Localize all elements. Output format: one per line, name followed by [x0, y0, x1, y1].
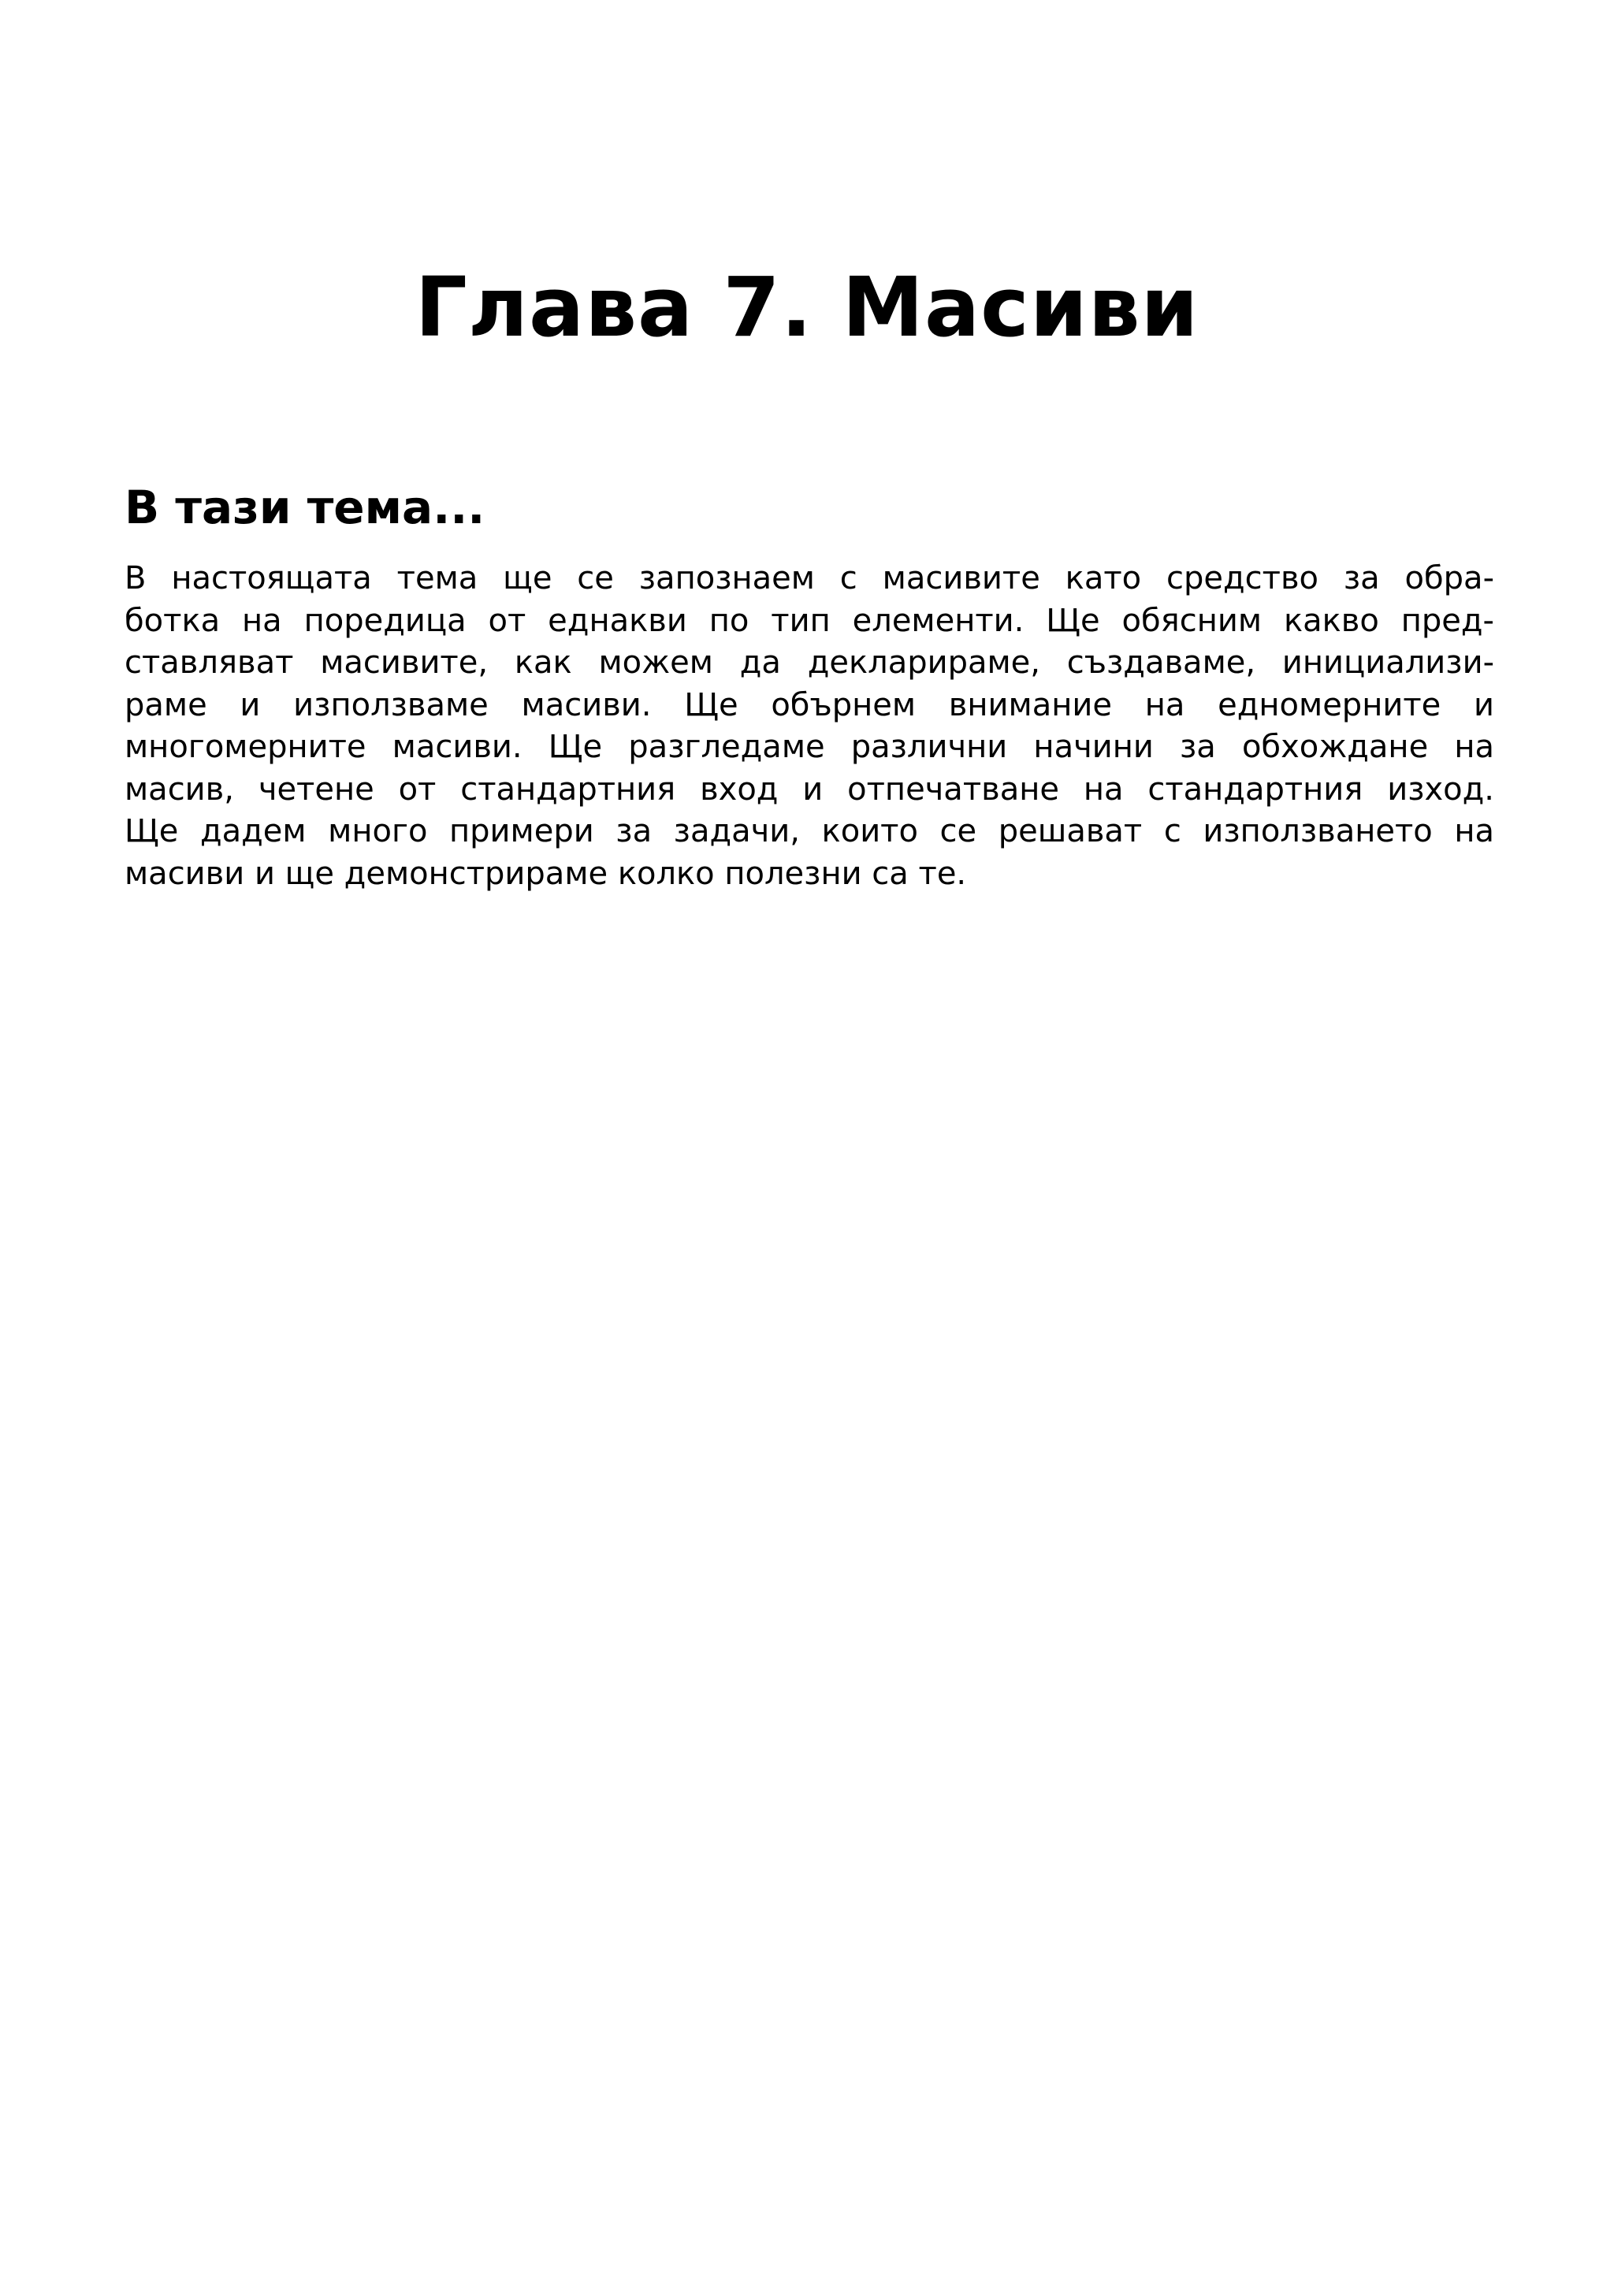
paragraph-line: Ще дадем много примери за задачи, които се решават с използването на: [125, 813, 1494, 849]
paragraph-line: масив, четене от стандартния вход и отпечатване на стандартния изход.: [125, 771, 1494, 808]
chapter-title: Глава 7. Масиви: [415, 259, 1199, 355]
section-heading: В тази тема...: [125, 481, 485, 534]
paragraph-line: ставляват масивите, как можем да декларираме, създаваме, инициализи-: [125, 645, 1494, 681]
paragraph-line: многомерните масиви. Ще разгледаме различни начини за обхождане на: [125, 729, 1494, 765]
paragraph-line: ботка на поредица от еднакви по тип елементи. Ще обясним какво пред-: [125, 602, 1494, 639]
paragraph-line: В настоящата тема ще се запознаем с масивите като средство за обра-: [125, 560, 1494, 596]
paragraph-line: масиви и ще демонстрираме колко полезни са те.: [125, 855, 967, 892]
paragraph-line: раме и използваме масиви. Ще обърнем внимание на едномерните и: [125, 686, 1494, 723]
intro-paragraph: [125, 558, 1494, 895]
